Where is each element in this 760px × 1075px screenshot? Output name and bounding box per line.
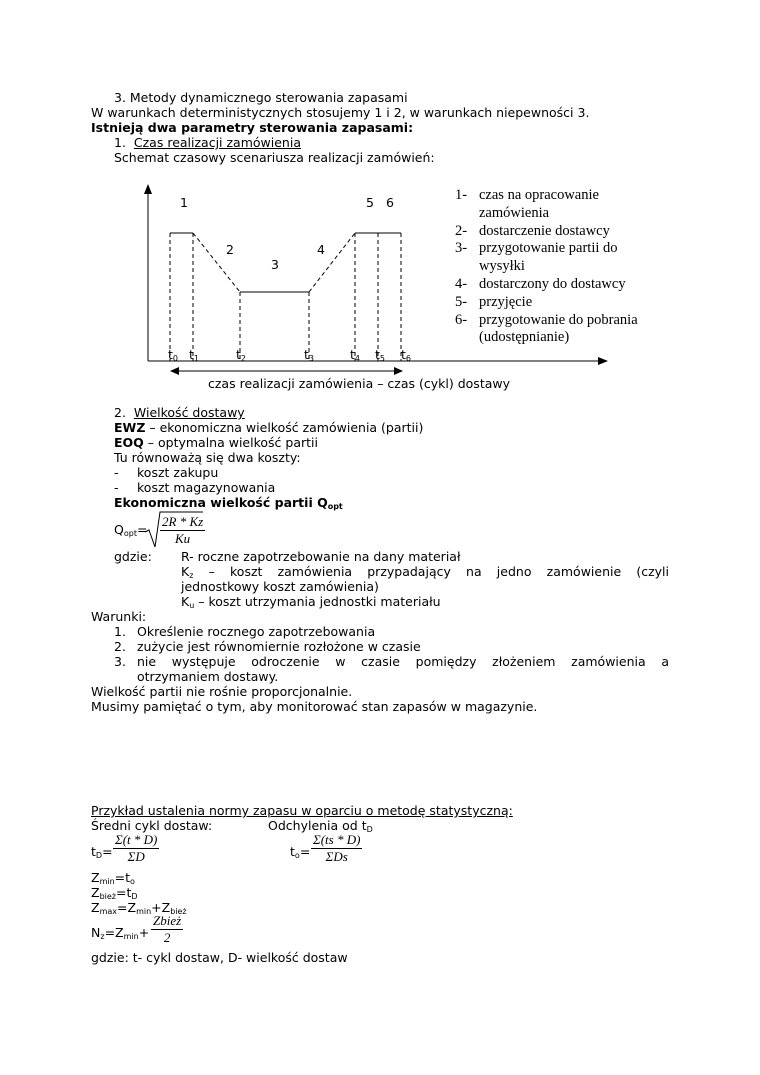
deviation-label [268,818,373,833]
avg-cycle-label: Średni cykl dostaw: [91,818,213,833]
ewz-definition: – ekonomiczna wielkość zamówienia (partii) [145,420,424,435]
t-label-3-base: t [304,347,309,362]
t-label-2-base: t [236,347,241,362]
legend-item-5-num: 5- [455,293,468,310]
legend-item-3-num: 3- [455,240,468,257]
zmax-mid: =Z [117,900,137,915]
warunki-item-1-num: 1. [114,624,126,639]
subsection-2-title: Wielkość dostawy [133,405,245,420]
note-1: Wielkość partii nie rośnie proporcjonalnie. [91,684,353,699]
ekon-title-sub: opt [327,502,343,511]
nz-plus: + [138,925,150,940]
ku-def: – koszt utrzymania jednostki materiału [194,594,441,609]
legend-item-1 [455,187,638,223]
zmin-a-sub: min [99,877,115,886]
ku-definition [181,594,441,609]
ku-base: K [181,594,190,609]
phase-label-1: 1 [180,195,188,210]
zmax-a: Z [91,900,100,915]
phase-label-3: 3 [271,257,279,272]
formula-zbiez [91,885,138,900]
phase-label-4: 4 [317,242,325,257]
formula-to-sub: o [294,851,300,860]
balance-line: Tu równoważą się dwa koszty: [114,450,301,465]
warunki-item-2-text: zużycie jest równomiernie rozłożone w czasie [137,639,421,654]
kz-definition-cont: jednostkowy koszt zamówienia) [181,579,379,594]
kz-definition [181,564,669,579]
t-label-2-sub: 2 [240,354,246,363]
intro-line: W warunkach deterministycznych stosujemy 1 i 2, w warunkach niepewności 3. [91,105,590,120]
formula-qopt-denominator: Ku [175,531,191,546]
formula-td-fraction [113,832,159,865]
t-label-1-sub: 1 [193,354,199,363]
legend-item-1-num: 1- [455,187,468,203]
legend-item-2-num: 2- [455,222,468,239]
formula-nz-lhs [91,925,149,940]
t-label-5-base: t [375,347,380,362]
kz-sub: z [189,571,194,580]
ku-sub: u [189,601,195,610]
formula-zmin [91,870,135,885]
formula-td-eq: = [102,844,113,859]
nz-a-sub: z [100,932,105,941]
cost-item-1-text: koszt zakupu [137,465,219,480]
zmin-mid: =t [114,870,131,885]
formula-to-lhs [290,844,310,859]
t-label-1 [189,347,199,362]
t-label-5 [375,347,385,362]
formula-qopt-eq: = [136,522,148,537]
cost-item-2-text: koszt magazynowania [137,480,276,495]
formula-qopt-q: Q [114,522,124,537]
warunki-item-2-num: 2. [114,639,126,654]
zbiez-mid: =t [116,885,132,900]
t-label-3-sub: 3 [308,354,314,363]
duration-arrow-left [170,367,179,375]
warunki-item-3-text-cont: otrzymaniem dostawy. [137,669,279,684]
legend-item-4 [455,276,638,294]
ekon-title [114,495,343,510]
y-axis-arrow [144,184,152,194]
warunki-item-3-num: 3. [114,654,126,669]
t-label-0-sub: 0 [172,354,178,363]
formula-td-t: t [91,844,96,859]
legend-item-4-num: 4- [455,275,468,292]
legend-item-2-line-1: dostarczenie dostawcy [479,222,610,239]
legend-item-2 [455,223,638,241]
t-label-0-base: t [168,347,173,362]
ewz-line [114,420,423,435]
formula-td-sub: D [95,851,103,860]
t-label-5-sub: 5 [379,354,385,363]
r-definition: R- roczne zapotrzebowanie na dany materiał [181,549,461,564]
formula-to-denominator: ΣDs [325,849,348,864]
phase-label-2: 2 [226,242,234,257]
subsection-2 [114,405,245,420]
zbiez-a: Z [91,885,100,900]
formula-td-numerator: Σ(t * D) [115,832,158,847]
t-label-6-base: t [401,347,406,362]
t-label-4 [350,347,360,362]
cost-item-2-dash: - [114,480,119,495]
formula-qopt-numerator: 2R * Kz [162,514,204,529]
nz-a: N [91,925,101,940]
legend-item-5-line-1: przyjęcie [479,293,533,310]
legend-item-6-line-2: (udostępnianie) [479,329,570,346]
phase-label-5: 5 [366,195,374,210]
example-footer: gdzie: t- cykl dostaw, D- wielkość dostaw [91,950,348,965]
formula-td-denominator: ΣD [127,849,145,864]
params-heading: Istnieją dwa parametry sterowania zapasami: [91,120,414,135]
t-label-3 [304,347,314,362]
zmin-b-sub: o [130,877,135,886]
formula-to-numerator: Σ(ts * D) [313,832,361,847]
diagram-legend [455,187,638,347]
t-label-0 [168,347,178,362]
formula-qopt-sub: opt [123,529,137,538]
t-label-6 [401,347,411,362]
cost-item-1-dash: - [114,465,119,480]
ewz-abbr: EWZ [114,420,146,435]
t-label-4-sub: 4 [354,354,360,363]
nz-mid: =Z [104,925,124,940]
segment-4 [309,233,355,292]
t-label-1-base: t [189,347,194,362]
legend-item-3 [455,240,638,276]
formula-to-eq: = [299,844,311,859]
legend-item-3-line-1: przygotowanie partii do [479,240,618,257]
legend-item-6 [455,312,638,348]
t-label-4-base: t [350,347,355,362]
legend-item-5 [455,294,638,312]
nz-b-sub: min [123,932,139,941]
phase-label-6: 6 [386,195,394,210]
warunki-item-1-text: Określenie rocznego zapotrzebowania [137,624,376,639]
section-heading-3: 3. Metody dynamicznego sterowania zapasami [114,90,408,105]
x-axis-arrow [598,357,608,365]
note-2: Musimy pamiętać o tym, aby monitorować stan zapasów w magazynie. [91,699,538,714]
time-guides [170,233,401,361]
formula-qopt-fraction [160,514,205,547]
t-label-2 [236,347,246,362]
duration-arrow-right [394,367,403,375]
zmax-plus: +Z [151,900,171,915]
subsection-1-number: 1. [114,135,126,150]
formula-nz-fraction [151,913,183,946]
formula-to-t: t [290,844,295,859]
formula-nz-numerator: Zbież [153,913,182,928]
legend-item-3-line-2: wysyłki [479,258,525,275]
deviation-label-sub: D [366,825,373,834]
subsection-2-number: 2. [114,405,126,420]
legend-item-6-line-1: przygotowanie do pobrania [479,311,638,328]
ekon-title-text: Ekonomiczna wielkość partii Q [114,495,328,510]
kz-base: K [181,564,190,579]
schemat-line: Schemat czasowy scenariusza realizacji zamówień: [114,150,435,165]
example-title: Przykład ustalenia normy zapasu w oparciu o metodę statystyczną: [91,803,513,818]
formula-td-lhs [91,844,113,859]
zbiez-a-sub: bież [99,892,116,901]
eoq-abbr: EOQ [114,435,144,450]
zbiez-b-sub: D [131,892,138,901]
cost-item-1 [114,465,119,480]
eoq-definition: – optymalna wielkość partii [143,435,318,450]
warunki-item-3-text: nie występuje odroczenie w czasie pomiędzy złożeniem zamówienia a [137,654,669,669]
formula-nz-denominator: 2 [163,930,171,945]
kz-def-1: – koszt zamówienia przypadający na jedno zamówienie (czyli [193,564,669,579]
legend-item-6-num: 6- [455,311,468,328]
diagram-caption: czas realizacji zamówienia – czas (cykl) dostawy [208,376,511,391]
legend-item-1-line-1: czas na opracowanie [479,187,599,203]
t-label-6-sub: 6 [405,354,411,363]
legend-item-4-line-1: dostarczony do dostawcy [479,275,626,292]
zmax-b-sub: min [136,907,152,916]
subsection-1-title: Czas realizacji zamówienia [133,135,301,150]
legend-item-1-line-2: zamówienia [479,204,550,221]
zmin-a: Z [91,870,100,885]
deviation-label-text: Odchylenia od t [268,818,367,833]
cost-item-2 [114,480,119,495]
zmax-c-sub: bież [170,907,187,916]
gdzie-label: gdzie: [114,549,152,564]
warunki-title: Warunki: [91,609,147,624]
formula-to-fraction [311,832,362,865]
eoq-line [114,435,318,450]
zmax-a-sub: max [99,907,118,916]
